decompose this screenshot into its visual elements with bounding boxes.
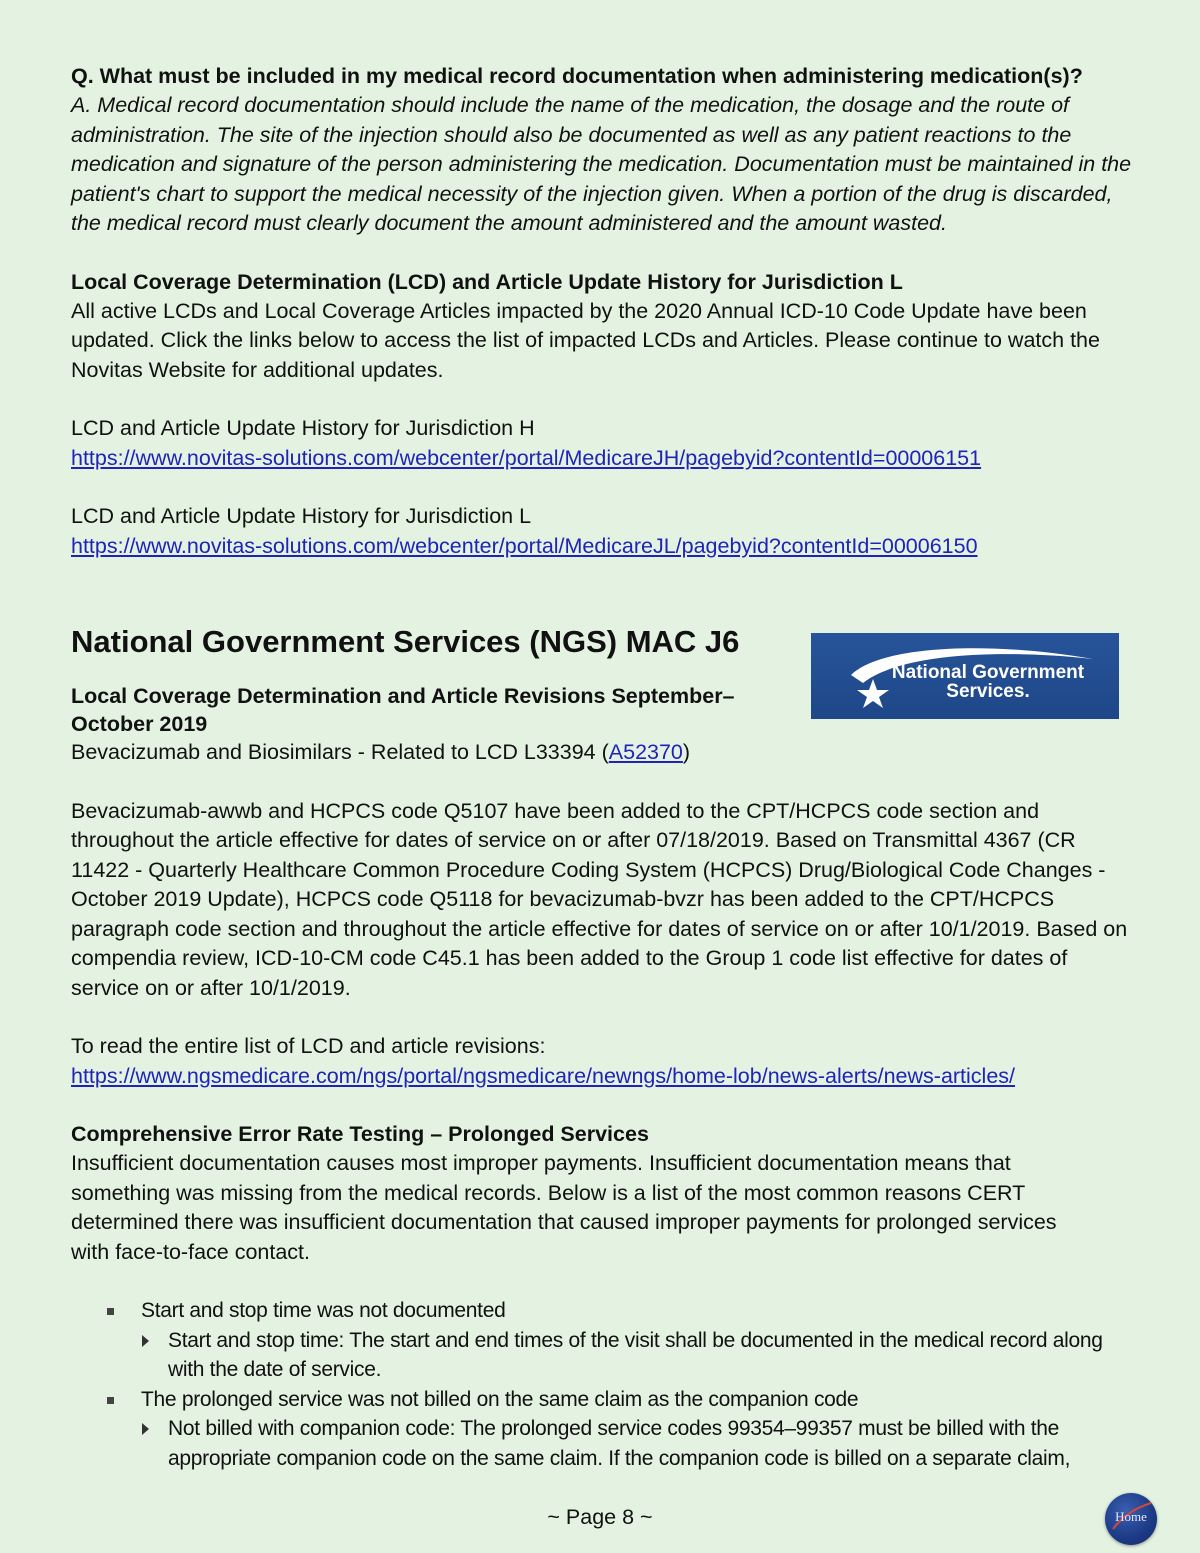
triangle-bullet-icon <box>142 1423 149 1435</box>
lcd-body: All active LCDs and Local Coverage Articles impacted by the 2020 Annual ICD-10 Code Update have been updated. Click the links below to access the list of impacted LCDs and Articles. Please continue to watch the Novitas Website for additional updates. <box>71 298 1100 382</box>
logo-text <box>883 663 1093 701</box>
drug-line <box>71 738 1133 768</box>
jl-label: LCD and Article Update History for Jurisdiction L <box>71 504 532 528</box>
bullet-text: The prolonged service was not billed on the same claim as the companion code <box>141 1387 859 1411</box>
jh-label: LCD and Article Update History for Jurisdiction H <box>71 416 535 440</box>
bullet-text: Start and stop time was not documented <box>141 1299 506 1322</box>
cert-bullet-list <box>71 1296 1133 1473</box>
logo-text-line2: Services. <box>946 681 1030 702</box>
drug-line-suffix: ) <box>682 740 691 764</box>
page-number: ~ Page 8 ~ <box>547 1505 653 1529</box>
home-button[interactable] <box>1105 1493 1157 1545</box>
a52370-link[interactable]: A52370 <box>608 740 683 764</box>
list-item <box>71 1326 1133 1385</box>
lcd-heading: Local Coverage Determination (LCD) and Article Update History for Jurisdiction L <box>71 269 903 294</box>
sub-bullet-text: Start and stop time: The start and end times of the visit shall be documented in the medical record along with the date of service. <box>168 1328 1103 1381</box>
jl-link[interactable]: https://www.novitas-solutions.com/webcenter/portal/MedicareJL/pagebyid?contentId=00006150 <box>71 533 978 558</box>
ngs-title: National Government Services (NGS) MAC J6 <box>71 624 740 659</box>
revisions-heading: Local Coverage Determination and Article Revisions September–October 2019 <box>71 684 735 736</box>
cert-heading: Comprehensive Error Rate Testing – Prolonged Services <box>71 1122 649 1146</box>
page-content <box>71 62 1133 1473</box>
list-item <box>71 1296 1133 1326</box>
square-bullet-icon <box>107 1308 114 1315</box>
list-item <box>71 1385 1133 1415</box>
read-list-link[interactable]: https://www.ngsmedicare.com/ngs/portal/ngsmedicare/newngs/home-lob/news-alerts/news-articles/ <box>71 1063 1016 1088</box>
sub-bullet-text: Not billed with companion code: The prolonged service codes 99354–99357 must be billed with the appropriate companion code on the same claim. If the companion code is billed on a separate claim, <box>168 1417 1071 1470</box>
revisions-body: Bevacizumab-awwb and HCPCS code Q5107 have been added to the CPT/HCPCS code section and throughout the article effective for dates of service on or after 07/18/2019. Based on Transmittal 4367 (CR 11422 - Quarterly Healthcare Common Procedure Coding System (HCPCS) Drug/Biological Code Changes - October 2019 Update), HCPCS code Q5118 for bevacizumab-bvzr has been added to the CPT/HCPCS paragraph code section and throughout the article effective for dates of service on or after 10/1/2019. Based on compendia review, ICD-10-CM code C45.1 has been added to the Group 1 code list effective for dates of service on or after 10/1/2019. <box>71 798 1128 1000</box>
read-list-label: To read the entire list of LCD and article revisions: <box>71 1034 546 1058</box>
logo-text-line1: National Government <box>891 662 1085 683</box>
square-bullet-icon <box>107 1397 114 1404</box>
qa-answer: A. Medical record documentation should include the name of the medication, the dosage and the route of administration. The site of the injection should also be documented as well as any patient reactions to the medication and signature of the person administering the medication. Documentation must be maintained in the patient's chart to support the medical necessity of the injection given. When a portion of the drug is discarded, the medical record must clearly document the amount administered and the amount wasted. <box>71 93 1132 235</box>
qa-question: Q. What must be included in my medical record documentation when administering medication(s)? <box>71 64 1083 88</box>
ngs-logo <box>811 633 1119 719</box>
jh-link[interactable]: https://www.novitas-solutions.com/webcenter/portal/MedicareJH/pagebyid?contentId=00006151 <box>71 445 982 470</box>
triangle-bullet-icon <box>142 1335 149 1347</box>
cert-body: Insufficient documentation causes most improper payments. Insufficient documentation means that something was missing from the medical records. Below is a list of the most common reasons CERT determined there was insufficient documentation that caused improper payments for prolonged services with face-to-face contact. <box>71 1151 1057 1264</box>
drug-line-prefix: Bevacizumab and Biosimilars - Related to LCD L33394 ( <box>71 740 609 764</box>
home-label: Home <box>1115 1509 1147 1524</box>
list-item <box>71 1414 1133 1473</box>
